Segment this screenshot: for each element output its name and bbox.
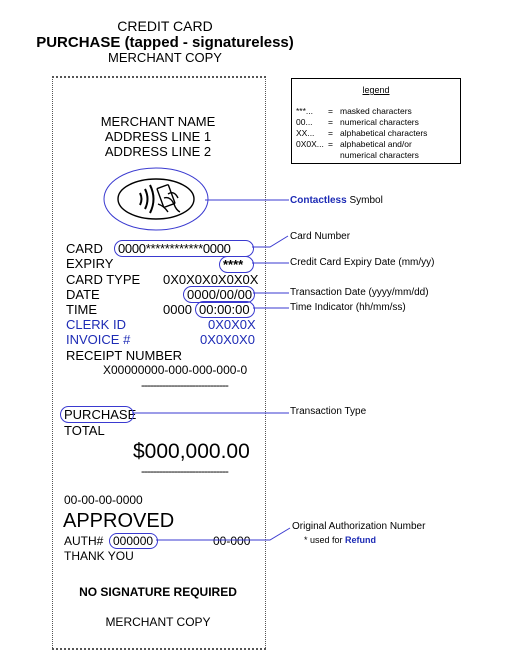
no-signature-notice: NO SIGNATURE REQUIRED — [79, 585, 237, 599]
total-amount: $000,000.00 — [133, 440, 250, 463]
time-label: TIME — [66, 302, 98, 317]
legend-desc: numerical characters — [340, 150, 419, 160]
approved-status: APPROVED — [63, 510, 175, 532]
annotation-transaction-type: Transaction Type — [290, 406, 367, 417]
auth-suffix: 00-000 — [213, 534, 251, 548]
annotation-contactless — [290, 195, 383, 206]
legend-key: ***... — [296, 106, 314, 116]
receipt-number-label: RECEIPT NUMBER — [66, 348, 183, 363]
date-value: 0000/00/00 — [187, 287, 253, 302]
receipt-footer: MERCHANT COPY — [105, 615, 211, 629]
annotation-time: Time Indicator (hh/mm/ss) — [290, 302, 406, 313]
clerk-id-value: 0X0X0X — [208, 317, 256, 332]
annotation-card-number: Card Number — [290, 231, 351, 242]
time-value: 00:00:00 — [199, 302, 250, 317]
connector-auth — [156, 528, 290, 540]
expiry-value: **** — [223, 257, 244, 272]
legend-key: 0X0X... — [296, 139, 324, 149]
annotation-date: Transaction Date (yyyy/mm/dd) — [290, 287, 429, 298]
auth-label: AUTH# — [64, 534, 104, 548]
card-label: CARD — [66, 241, 103, 256]
thank-you: THANK YOU — [64, 549, 134, 563]
invoice-label: INVOICE # — [66, 332, 131, 347]
card-type-label: CARD TYPE — [66, 272, 141, 287]
reference-number: 00-00-00-0000 — [64, 493, 143, 507]
address-line-2: ADDRESS LINE 2 — [104, 144, 212, 159]
card-value: 0000************0000 — [118, 241, 231, 256]
legend-eq: = — [328, 117, 333, 127]
annotation-orig-auth: Original Authorization Number — [292, 521, 426, 532]
total-label: TOTAL — [64, 423, 105, 438]
card-type-value: 0X0X0X0X0X0X — [163, 272, 259, 287]
legend-desc: alphabetical characters — [340, 128, 428, 138]
divider-1: ----------------------------- — [141, 378, 228, 392]
divider-2: ----------------------------- — [141, 464, 228, 478]
legend-eq: = — [328, 128, 333, 138]
receipt-number-value: X00000000-000-000-000-0 — [103, 363, 248, 377]
clerk-id-label: CLERK ID — [66, 317, 126, 332]
legend-desc: alphabetical and/or — [340, 139, 412, 149]
legend-title: legend — [362, 85, 390, 95]
legend-desc: numerical characters — [340, 117, 419, 127]
annotation-refund-prefix: * used for — [304, 535, 346, 545]
auth-value: 000000 — [113, 534, 154, 548]
connector-card-number — [252, 236, 288, 247]
legend-eq: = — [328, 106, 333, 116]
annotation-contactless-rest: Symbol — [346, 195, 383, 206]
annotation-contactless-bold: Contactless — [290, 195, 347, 206]
legend-eq: = — [328, 139, 333, 149]
time-prefix: 0000 — [163, 302, 192, 317]
header-line-1: CREDIT CARD — [117, 18, 213, 34]
annotation-refund — [304, 535, 376, 545]
transaction-type: PURCHASE — [64, 407, 137, 422]
expiry-label: EXPIRY — [66, 256, 114, 271]
legend-desc: masked characters — [340, 106, 412, 116]
legend-key: XX... — [296, 128, 315, 138]
header-line-2: PURCHASE (tapped - signatureless) — [36, 34, 294, 51]
merchant-name: MERCHANT NAME — [100, 114, 216, 129]
invoice-value: 0X0X0X0 — [200, 332, 255, 347]
header-line-3: MERCHANT COPY — [108, 50, 222, 65]
annotation-expiry: Credit Card Expiry Date (mm/yy) — [290, 257, 435, 268]
address-line-1: ADDRESS LINE 1 — [104, 129, 212, 144]
legend-key: 00... — [296, 117, 313, 127]
annotation-refund-bold: Refund — [345, 535, 377, 545]
date-label: DATE — [66, 287, 100, 302]
